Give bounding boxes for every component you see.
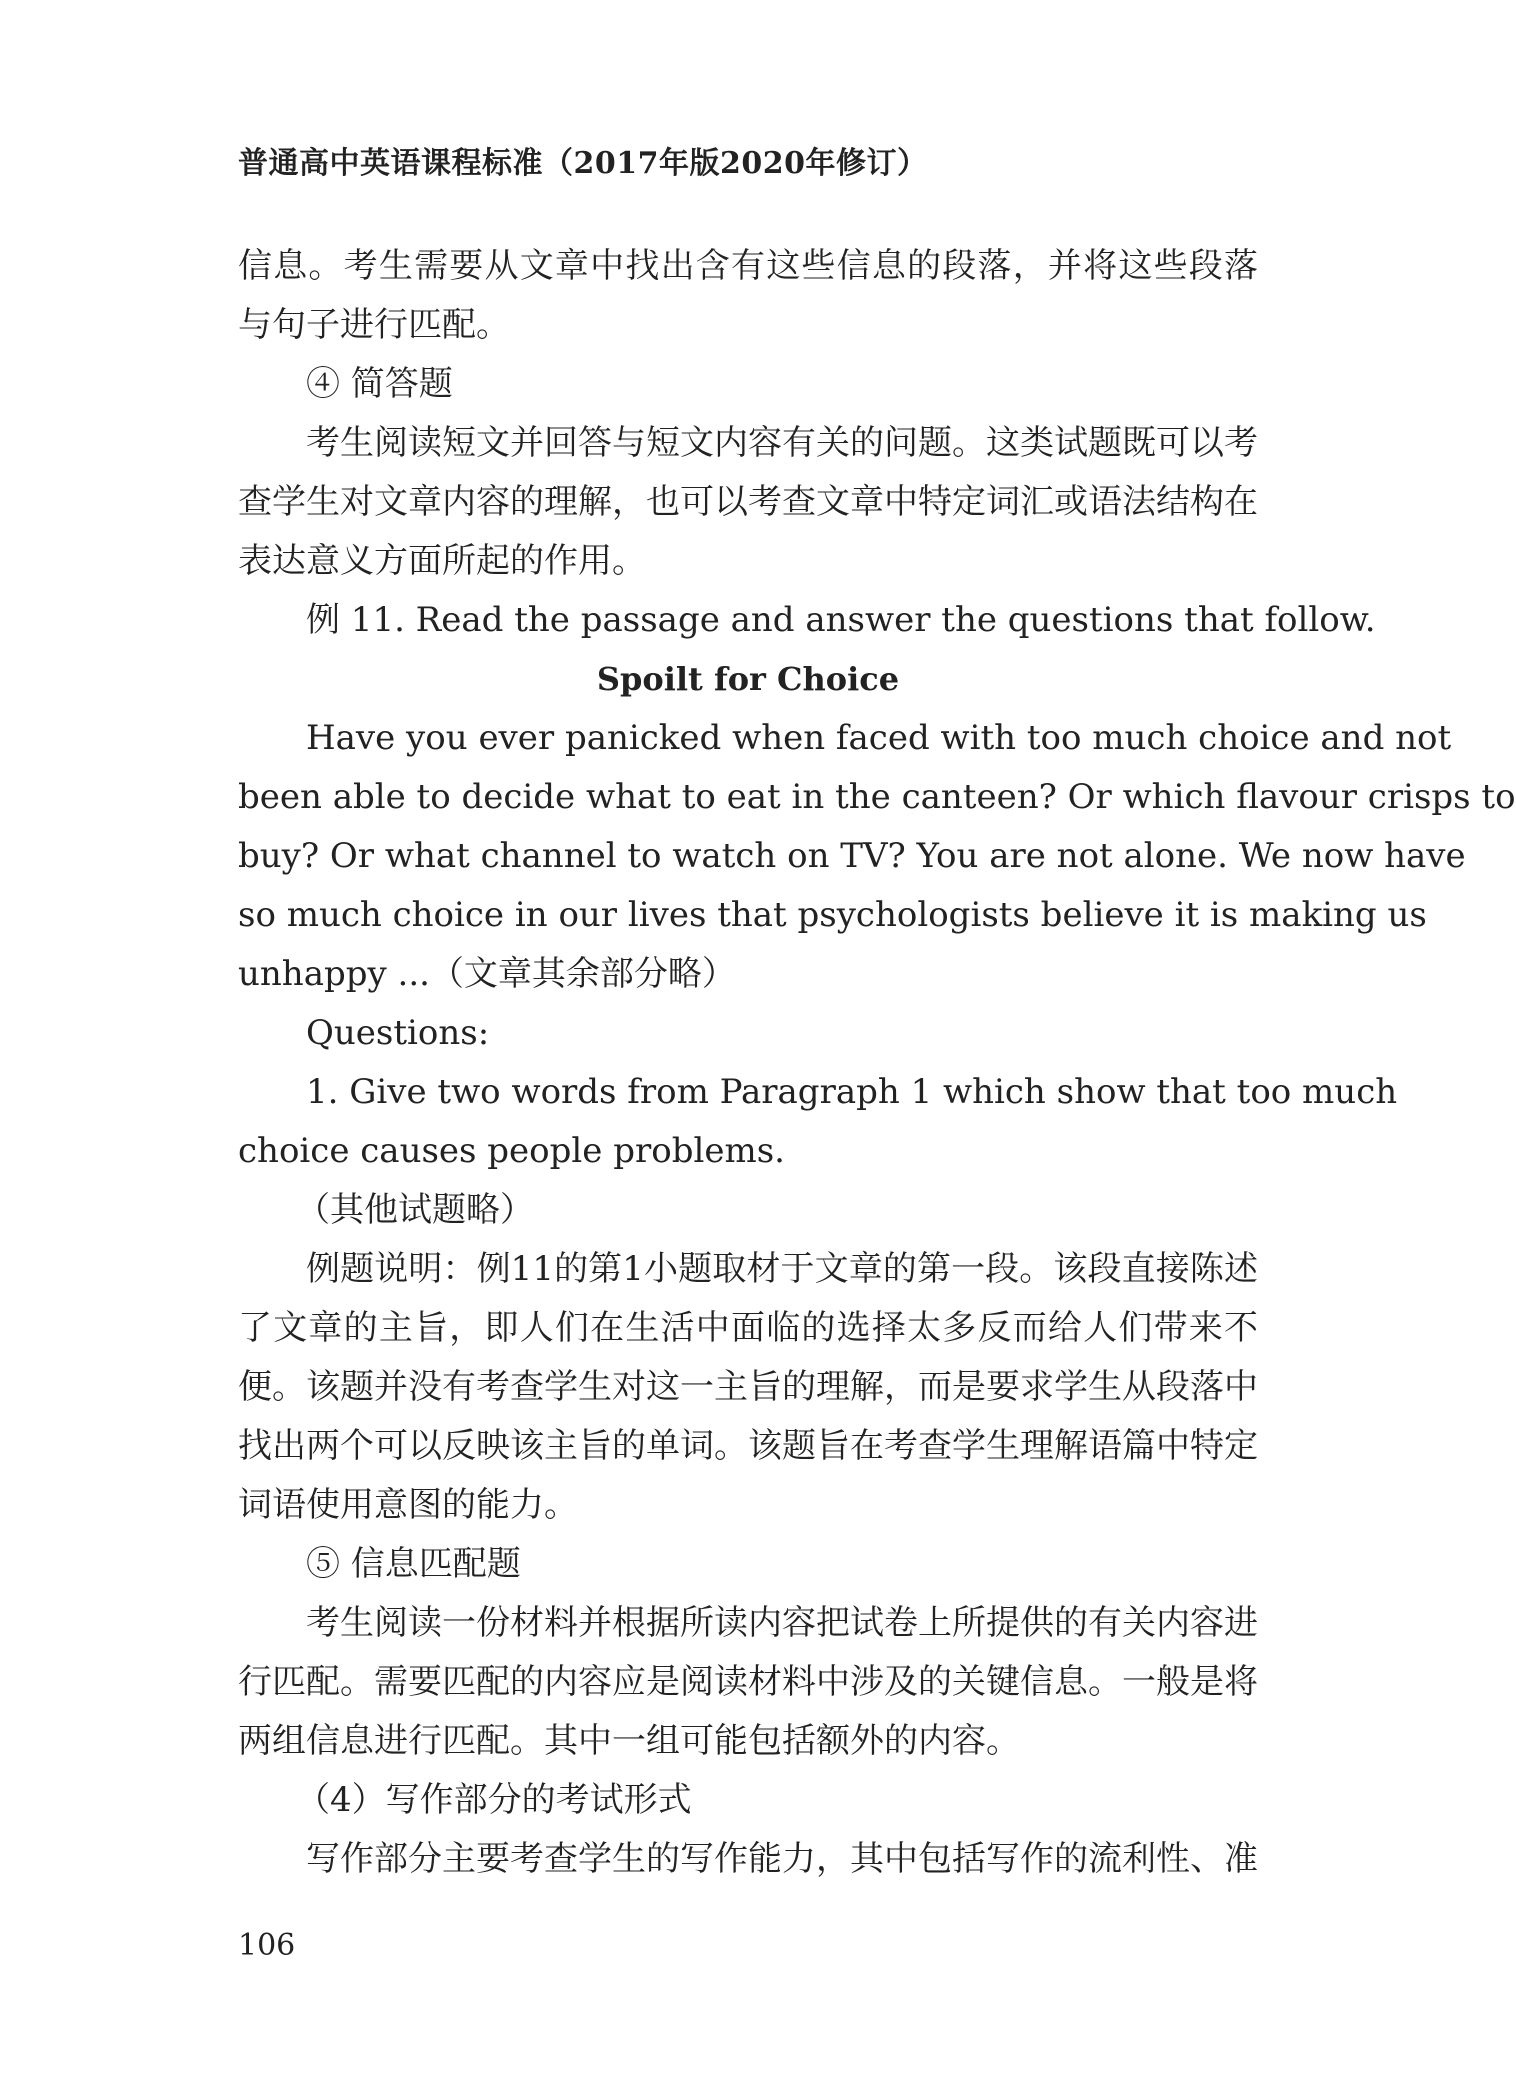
- explanation-line: 便。该题并没有考查学生对这一主旨的理解，而是要求学生从段落中: [238, 1367, 1258, 1407]
- text-line: 写作部分主要考查学生的写作能力，其中包括写作的流利性、准: [306, 1839, 1258, 1879]
- text-line: 行匹配。需要匹配的内容应是阅读材料中涉及的关键信息。一般是将: [238, 1662, 1258, 1702]
- subsection-heading: （4）写作部分的考试形式: [296, 1780, 692, 1820]
- passage-title: Spoilt for Choice: [596, 660, 900, 698]
- passage-line: been able to decide what to eat in the canteen? Or which flavour crisps to: [238, 777, 1516, 817]
- body-text: [238, 237, 1516, 1889]
- explanation-line: 词语使用意图的能力。: [238, 1485, 578, 1525]
- text-line: 考生阅读一份材料并根据所读内容把试卷上所提供的有关内容进: [306, 1603, 1258, 1643]
- omitted-note: （其他试题略）: [296, 1190, 534, 1230]
- questions-label: Questions:: [306, 1013, 490, 1053]
- passage-line: Have you ever panicked when faced with too much choice and not: [306, 718, 1452, 758]
- section-heading: ④ 简答题: [306, 364, 453, 404]
- page-number: 106: [238, 1928, 296, 1963]
- text-line: 表达意义方面所起的作用。: [238, 541, 646, 581]
- text-line: 与句子进行匹配。: [238, 305, 510, 345]
- passage-line: so much choice in our lives that psychologists believe it is making us: [238, 895, 1427, 935]
- example-intro: 例 11. Read the passage and answer the questions that follow.: [306, 600, 1376, 640]
- section-heading: ⑤ 信息匹配题: [306, 1544, 521, 1584]
- question-line: 1. Give two words from Paragraph 1 which show that too much: [306, 1072, 1398, 1112]
- explanation-line: 例题说明：例11的第1小题取材于文章的第一段。该段直接陈述: [306, 1249, 1258, 1289]
- text-line: 考生阅读短文并回答与短文内容有关的问题。这类试题既可以考: [306, 423, 1258, 463]
- explanation-line: 找出两个可以反映该主旨的单词。该题旨在考查学生理解语篇中特定: [238, 1426, 1258, 1466]
- text-line: 两组信息进行匹配。其中一组可能包括额外的内容。: [238, 1721, 1020, 1761]
- text-line: 查学生对文章内容的理解，也可以考查文章中特定词汇或语法结构在: [238, 482, 1258, 522]
- explanation-line: 了文章的主旨，即人们在生活中面临的选择太多反而给人们带来不: [238, 1308, 1258, 1348]
- running-header: 普通高中英语课程标准（2017年版2020年修订）: [238, 146, 928, 181]
- passage-line: unhappy ...（文章其余部分略）: [238, 954, 736, 994]
- text-line: 信息。考生需要从文章中找出含有这些信息的段落，并将这些段落: [238, 246, 1258, 286]
- passage-line: buy? Or what channel to watch on TV? You are not alone. We now have: [238, 836, 1466, 876]
- question-line: choice causes people problems.: [238, 1131, 785, 1171]
